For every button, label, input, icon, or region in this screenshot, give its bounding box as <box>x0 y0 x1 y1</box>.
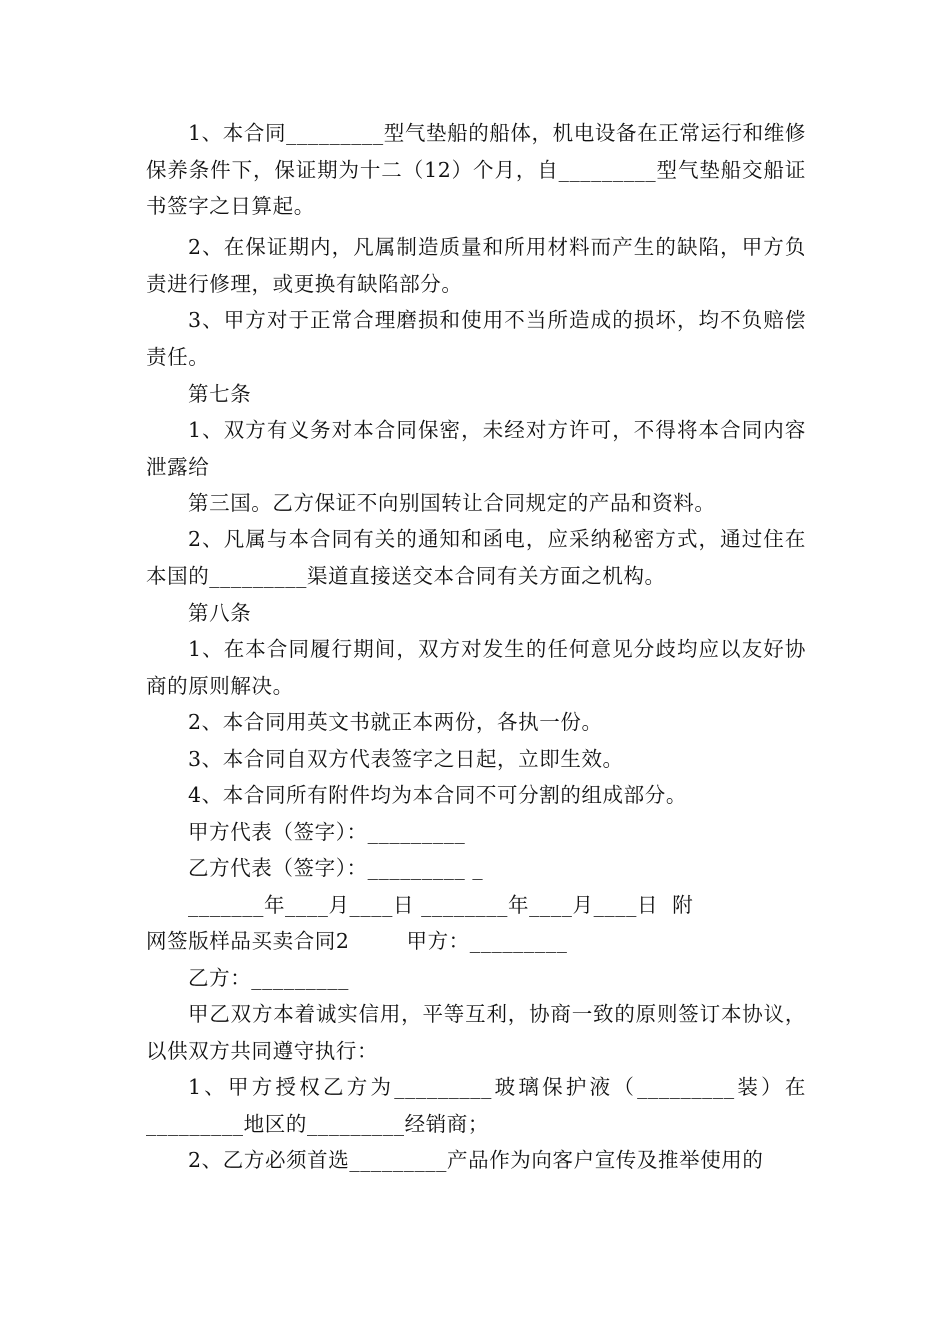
agreement-item-2: 2、乙方必须首选_________产品作为向客户宣传及推举使用的 <box>188 1148 764 1172</box>
contract-2-title: 网签版样品买卖合同2 甲方：_________ <box>146 929 568 953</box>
party-b-line: 乙方：_________ <box>188 966 349 990</box>
clause-7-item-1-continued: 第三国。乙方保证不向别国转让合同规定的产品和资料。 <box>188 491 716 515</box>
clause-6-item-2: 2、在保证期内，凡属制造质量和所用材料而产生的缺陷，甲方负责进行修理，或更换有缺陷部分。 <box>146 235 806 296</box>
clause-8-item-4: 4、本合同所有附件均为本合同不可分割的组成部分。 <box>188 783 687 807</box>
clause-7-item-2: 2、凡属与本合同有关的通知和函电，应采纳秘密方式，通过住在本国的_________渠道直接送交本合同有关方面之机构。 <box>146 527 806 588</box>
party-b-signature: 乙方代表（签字）：_________ _ <box>188 856 484 880</box>
date-line: _______年____月____日 ________年____月____日 附 <box>188 893 694 917</box>
agreement-item-1: 1、甲方授权乙方为_________玻璃保护液（_________装）在_________地区的_________经销商； <box>146 1075 806 1136</box>
clause-6-item-1: 1、本合同_________型气垫船的船体，机电设备在正常运行和维修保养条件下，保证期为十二（12）个月，自_________型气垫船交船证书签字之日算起。 <box>146 121 806 218</box>
clause-8-item-2: 2、本合同用英文书就正本两份，各执一份。 <box>188 710 603 734</box>
party-a-signature: 甲方代表（签字）：_________ <box>188 820 466 844</box>
article-7-heading: 第七条 <box>188 382 252 406</box>
clause-8-item-1: 1、在本合同履行期间，双方对发生的任何意见分歧均应以友好协商的原则解决。 <box>146 637 806 698</box>
agreement-preamble: 甲乙双方本着诚实信用，平等互利，协商一致的原则签订本协议，以供双方共同遵守执行： <box>146 1002 806 1063</box>
clause-6-item-3: 3、甲方对于正常合理磨损和使用不当所造成的损坏，均不负赔偿责任。 <box>146 308 806 369</box>
clause-7-item-1: 1、双方有义务对本合同保密，未经对方许可，不得将本合同内容泄露给 <box>146 418 806 479</box>
article-8-heading: 第八条 <box>188 601 252 625</box>
clause-8-item-3: 3、本合同自双方代表签字之日起，立即生效。 <box>188 747 624 771</box>
